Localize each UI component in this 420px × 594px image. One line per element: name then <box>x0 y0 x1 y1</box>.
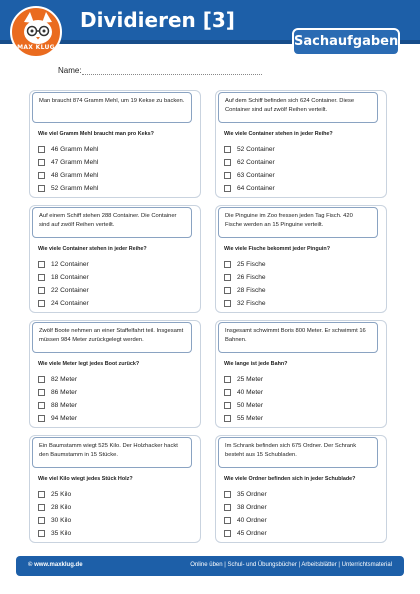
answer-checkbox[interactable] <box>224 287 231 294</box>
answer-option[interactable] <box>38 284 188 297</box>
answer-option[interactable] <box>38 373 188 386</box>
exercise-card <box>29 90 201 198</box>
exercise-card <box>215 90 387 198</box>
answer-options <box>38 488 188 540</box>
answer-label: 52 Container <box>237 146 275 153</box>
answer-checkbox[interactable] <box>38 146 45 153</box>
answer-option[interactable] <box>224 386 374 399</box>
max-klug-logo <box>10 6 62 58</box>
answer-option[interactable] <box>38 143 188 156</box>
name-line[interactable] <box>82 74 262 75</box>
answer-label: 45 Ordner <box>237 530 267 537</box>
answer-label: 94 Meter <box>51 415 78 422</box>
answer-option[interactable] <box>224 527 374 540</box>
answer-option[interactable] <box>38 297 188 310</box>
footer-site-link[interactable]: © www.maxklug.de <box>28 562 83 568</box>
answer-checkbox[interactable] <box>224 261 231 268</box>
answer-label: 52 Gramm Mehl <box>51 185 99 192</box>
answer-option[interactable] <box>38 488 188 501</box>
answer-option[interactable] <box>224 412 374 425</box>
answer-checkbox[interactable] <box>38 491 45 498</box>
answer-checkbox[interactable] <box>38 287 45 294</box>
answer-label: 32 Fische <box>237 300 266 307</box>
answer-label: 50 Meter <box>237 402 264 409</box>
answer-options <box>224 373 374 425</box>
answer-checkbox[interactable] <box>38 300 45 307</box>
answer-label: 40 Meter <box>237 389 264 396</box>
page-title: Dividieren [3] <box>80 8 235 32</box>
answer-checkbox[interactable] <box>38 389 45 396</box>
answer-option[interactable] <box>38 169 188 182</box>
answer-option[interactable] <box>224 271 374 284</box>
logo-text: MAX KLUG <box>17 44 55 51</box>
answer-option[interactable] <box>224 143 374 156</box>
exercise-card <box>215 320 387 428</box>
answer-checkbox[interactable] <box>224 402 231 409</box>
answer-option[interactable] <box>224 182 374 195</box>
answer-label: 25 Meter <box>237 376 264 383</box>
answer-option[interactable] <box>38 386 188 399</box>
exercise-question: Wie viele Ordner befinden sich in jeder Schublade? <box>224 476 356 482</box>
answer-checkbox[interactable] <box>224 530 231 537</box>
answer-option[interactable] <box>38 399 188 412</box>
answer-option[interactable] <box>224 156 374 169</box>
answer-label: 18 Container <box>51 274 89 281</box>
answer-label: 47 Gramm Mehl <box>51 159 99 166</box>
answer-option[interactable] <box>224 297 374 310</box>
answer-checkbox[interactable] <box>224 300 231 307</box>
answer-checkbox[interactable] <box>224 185 231 192</box>
exercise-question: Wie viele Fische bekommt jeder Pinguin? <box>224 246 330 252</box>
answer-label: 25 Kilo <box>51 491 72 498</box>
answer-option[interactable] <box>224 373 374 386</box>
name-label: Name: <box>58 66 82 75</box>
answer-options <box>224 258 374 310</box>
answer-checkbox[interactable] <box>38 159 45 166</box>
answer-label: 48 Gramm Mehl <box>51 172 99 179</box>
exercise-question: Wie viel Kilo wiegt jedes Stück Holz? <box>38 476 133 482</box>
exercise-question: Wie viele Container stehen in jeder Reihe? <box>224 131 333 137</box>
exercise-card <box>215 435 387 543</box>
answer-checkbox[interactable] <box>224 146 231 153</box>
answer-label: 63 Container <box>237 172 275 179</box>
answer-checkbox[interactable] <box>38 415 45 422</box>
footer-bar <box>16 556 404 576</box>
answer-label: 35 Ordner <box>237 491 267 498</box>
exercise-text: Insgesamt schwimmt Boris 800 Meter. Er schwimmt 16 Bahnen. <box>218 322 378 353</box>
exercise-text: Auf dem Schiff befinden sich 624 Container. Diese Container sind auf zwölf Reihen verteilt. <box>218 92 378 123</box>
answer-checkbox[interactable] <box>38 530 45 537</box>
answer-checkbox[interactable] <box>38 376 45 383</box>
answer-option[interactable] <box>38 271 188 284</box>
answer-label: 30 Kilo <box>51 517 72 524</box>
answer-checkbox[interactable] <box>38 185 45 192</box>
exercise-card <box>29 205 201 313</box>
footer-links[interactable]: Online üben | Schul- und Übungsbücher | Arbeitsblätter | Unterrichtsmaterial <box>190 562 392 568</box>
answer-label: 28 Kilo <box>51 504 72 511</box>
answer-checkbox[interactable] <box>38 517 45 524</box>
exercise-question: Wie viele Container stehen in jeder Reihe? <box>38 246 147 252</box>
answer-label: 22 Container <box>51 287 89 294</box>
answer-label: 86 Meter <box>51 389 78 396</box>
exercise-card <box>29 435 201 543</box>
answer-checkbox[interactable] <box>224 415 231 422</box>
answer-checkbox[interactable] <box>224 389 231 396</box>
exercise-question: Wie lange ist jede Bahn? <box>224 361 288 367</box>
exercise-question: Wie viel Gramm Mehl braucht man pro Keks? <box>38 131 154 137</box>
answer-option[interactable] <box>224 169 374 182</box>
exercise-text: Auf einem Schiff stehen 288 Container. Die Container sind auf zwölf Reihen verteilt. <box>32 207 192 238</box>
answer-option[interactable] <box>38 527 188 540</box>
answer-label: 12 Container <box>51 261 89 268</box>
answer-checkbox[interactable] <box>224 274 231 281</box>
answer-option[interactable] <box>224 488 374 501</box>
answer-option[interactable] <box>38 156 188 169</box>
answer-label: 55 Meter <box>237 415 264 422</box>
answer-option[interactable] <box>38 412 188 425</box>
answer-option[interactable] <box>224 501 374 514</box>
answer-checkbox[interactable] <box>224 172 231 179</box>
answer-label: 28 Fische <box>237 287 266 294</box>
answer-option[interactable] <box>224 399 374 412</box>
answer-option[interactable] <box>38 258 188 271</box>
answer-options <box>224 488 374 540</box>
answer-label: 88 Meter <box>51 402 78 409</box>
answer-label: 35 Kilo <box>51 530 72 537</box>
answer-options <box>38 143 188 195</box>
answer-options <box>224 143 374 195</box>
answer-label: 40 Ordner <box>237 517 267 524</box>
answer-label: 46 Gramm Mehl <box>51 146 99 153</box>
answer-label: 64 Container <box>237 185 275 192</box>
exercise-card <box>29 320 201 428</box>
exercise-text: Man braucht 874 Gramm Mehl, um 19 Kekse zu backen. <box>32 92 192 123</box>
answer-label: 38 Ordner <box>237 504 267 511</box>
answer-checkbox[interactable] <box>38 504 45 511</box>
exercise-question: Wie viele Meter legt jedes Boot zurück? <box>38 361 140 367</box>
answer-checkbox[interactable] <box>38 274 45 281</box>
exercise-text: Ein Baumstamm wiegt 525 Kilo. Der Holzhacker hackt den Baumstamm in 15 Stücke. <box>32 437 192 468</box>
answer-option[interactable] <box>38 514 188 527</box>
answer-option[interactable] <box>224 284 374 297</box>
answer-checkbox[interactable] <box>38 172 45 179</box>
answer-checkbox[interactable] <box>224 376 231 383</box>
answer-options <box>38 373 188 425</box>
answer-option[interactable] <box>224 258 374 271</box>
answer-option[interactable] <box>38 182 188 195</box>
answer-label: 62 Container <box>237 159 275 166</box>
category-badge: Sachaufgaben <box>292 28 400 56</box>
answer-options <box>38 258 188 310</box>
answer-option[interactable] <box>224 514 374 527</box>
answer-label: 26 Fische <box>237 274 266 281</box>
exercise-text: Im Schrank befinden sich 675 Ordner. Der Schrank besteht aus 15 Schubladen. <box>218 437 378 468</box>
answer-label: 24 Container <box>51 300 89 307</box>
answer-checkbox[interactable] <box>224 159 231 166</box>
exercise-card <box>215 205 387 313</box>
answer-checkbox[interactable] <box>224 491 231 498</box>
answer-checkbox[interactable] <box>38 261 45 268</box>
answer-checkbox[interactable] <box>38 402 45 409</box>
answer-option[interactable] <box>38 501 188 514</box>
exercise-text: Zwölf Boote nehmen an einer Staffelfahrt teil. Insgesamt müssen 984 Meter zurückgelegt werden. <box>32 322 192 353</box>
answer-checkbox[interactable] <box>224 517 231 524</box>
answer-label: 25 Fische <box>237 261 266 268</box>
exercise-text: Die Pinguine im Zoo fressen jeden Tag Fisch. 420 Fische werden an 15 Pinguine verteilt. <box>218 207 378 238</box>
answer-checkbox[interactable] <box>224 504 231 511</box>
answer-label: 82 Meter <box>51 376 78 383</box>
